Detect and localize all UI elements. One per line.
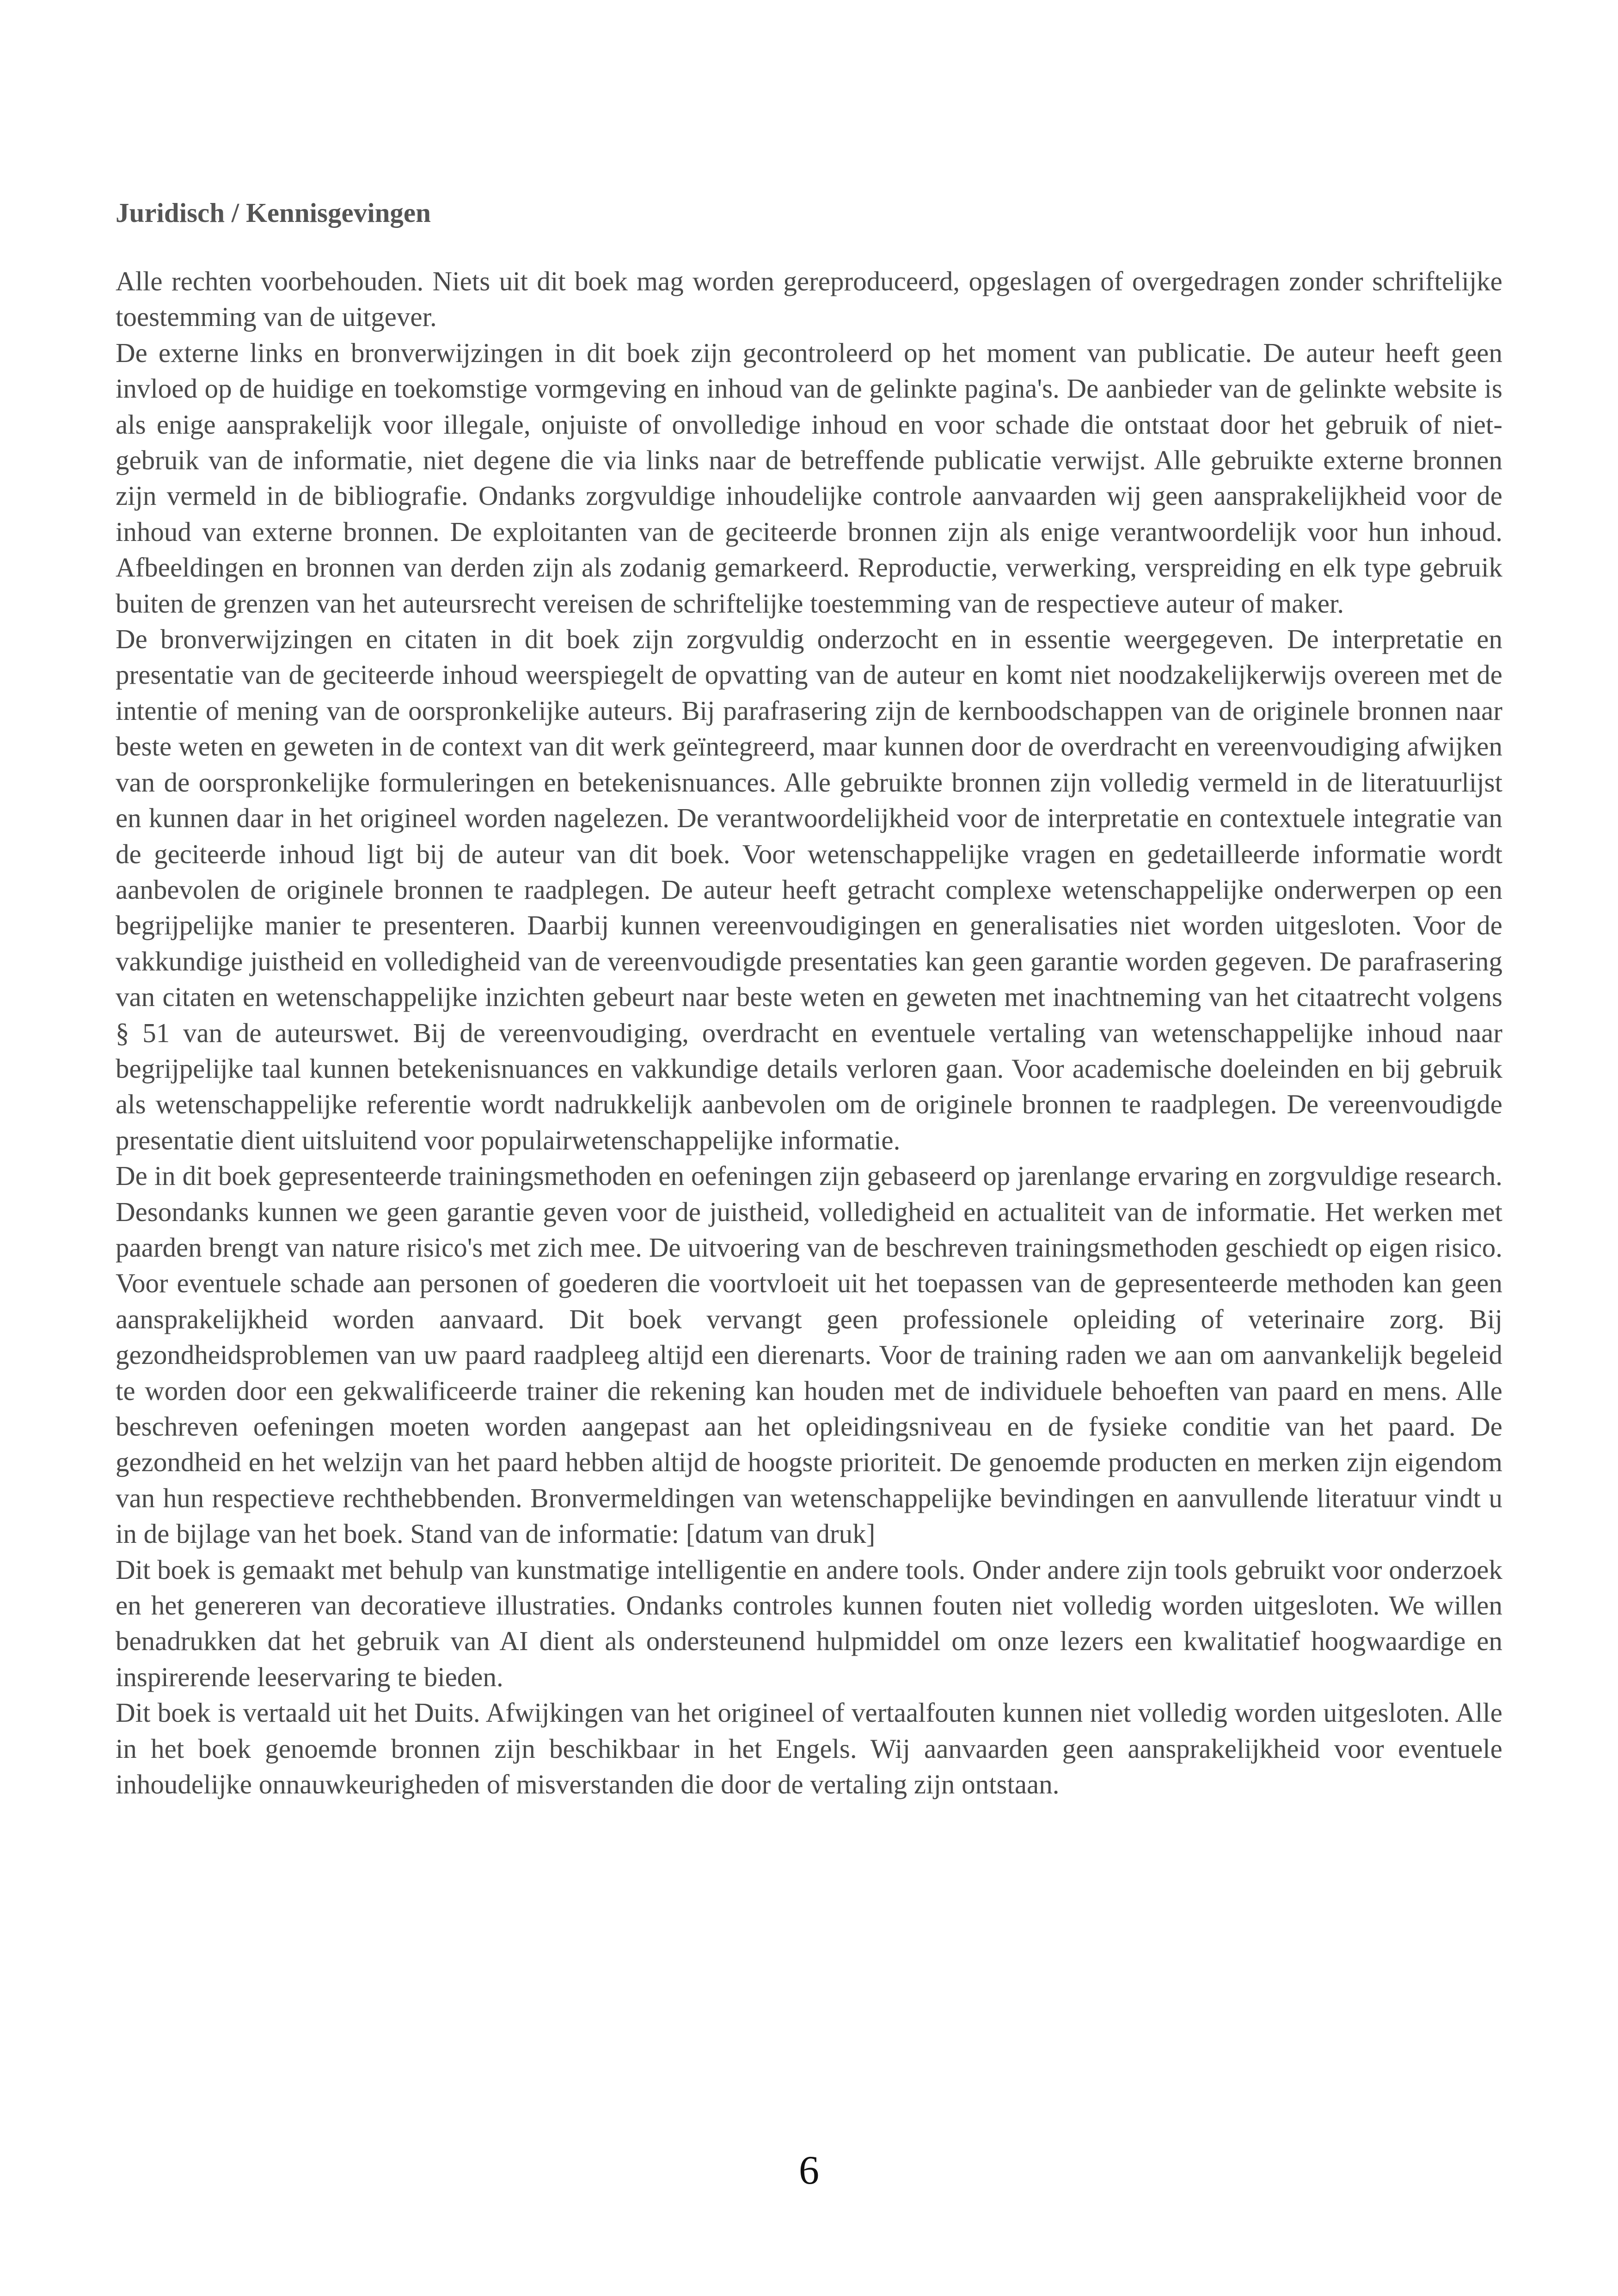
paragraph-translation-notice: Dit boek is vertaald uit het Duits. Afwijkingen van het origineel of vertaalfouten kunnen niet volledig worden uitgesloten. Alle in het boek genoemde bronnen zijn beschikbaar in het Engels. Wij aanvaarden geen aansprakelijkheid voor eventuele inhoudelijke onnauwkeurigheden of misverstanden die door de vertaling zijn ontstaan. (116, 1697, 1502, 1800)
section-heading: Juridisch / Kennisgevingen (116, 197, 431, 228)
paragraph-training-disclaimer: De in dit boek gepresenteerde trainingsmethoden en oefeningen zijn gebaseerd op jarenlange ervaring en zorgvuldige research. Desondanks kunnen we geen garantie geven voor de juistheid, volledigheid en actualiteit van de informatie. Het werken met paarden brengt van nature risico's met zich mee. De uitvoering van de beschreven trainingsmethoden geschiedt op eigen risico. Voor eventuele schade aan personen of goederen die voortvloeit uit het toepassen van de gepresenteerde methoden kan geen aansprakelijkheid worden aanvaard. Dit boek vervangt geen professionele opleiding of veterinaire zorg. Bij gezondheidsproblemen van uw paard raadpleeg altijd een dierenarts. Voor de training raden we aan om aanvankelijk begeleid te worden door een gekwalificeerde trainer die rekening kan houden met de individuele behoeften van paard en mens. Alle beschreven oefeningen moeten worden aangepast aan het opleidingsniveau en de fysieke conditie van het paard. De gezondheid en het welzijn van het paard hebben altijd de hoogste prioriteit. De genoemde producten en merken zijn eigendom van hun respectieve rechthebbenden. Bronvermeldingen van wetenschappelijke bevindingen en aanvullende literatuur vindt u in de bijlage van het boek. Stand van de informatie: [datum van druk] (116, 1160, 1502, 1549)
paragraph-ai-notice: Dit boek is gemaakt met behulp van kunstmatige intelligentie en andere tools. Onder andere zijn tools gebruikt voor onderzoek en het genereren van decoratieve illustraties. Ondanks controles kunnen fouten niet volledig worden uitgesloten. We willen benadrukken dat het gebruik van AI dient als ondersteunend hulpmiddel om onze lezers een kwalitatief hoogwaardige en inspirerende leeservaring te bieden. (116, 1554, 1502, 1692)
paragraph-external-links: De externe links en bronverwijzingen in dit boek zijn gecontroleerd op het moment van publicatie. De auteur heeft geen invloed op de huidige en toekomstige vormgeving en inhoud van de gelinkte pagina's. De aanbieder van de gelinkte website is als enige aansprakelijk voor illegale, onjuiste of onvolledige inhoud en voor schade die ontstaat door het gebruik of niet-gebruik van de informatie, niet degene die via links naar de betreffende publicatie verwijst. Alle gebruikte externe bronnen zijn vermeld in de bibliografie. Ondanks zorgvuldige inhoudelijke controle aanvaarden wij geen aansprakelijkheid voor de inhoud van externe bronnen. De exploitanten van de geciteerde bronnen zijn als enige verantwoordelijk voor hun inhoud. Afbeeldingen en bronnen van derden zijn als zodanig gemarkeerd. Reproductie, verwerking, verspreiding en elk type gebruik buiten de grenzen van het auteursrecht vereisen de schriftelijke toestemming van de respectieve auteur of maker. (116, 337, 1502, 619)
page-content (116, 194, 1502, 1802)
paragraph-citations: De bronverwijzingen en citaten in dit boek zijn zorgvuldig onderzocht en in essentie weergegeven. De interpretatie en presentatie van de geciteerde inhoud weerspiegelt de opvatting van de auteur en komt niet noodzakelijkerwijs overeen met de intentie of mening van de oorspronkelijke auteurs. Bij parafrasering zijn de kernboodschappen van de originele bronnen naar beste weten en geweten in de context van dit werk geïntegreerd, maar kunnen door de overdracht en vereenvoudiging afwijken van de oorspronkelijke formuleringen en betekenisnuances. Alle gebruikte bronnen zijn volledig vermeld in de literatuurlijst en kunnen daar in het origineel worden nagelezen. De verantwoordelijkheid voor de interpretatie en contextuele integratie van de geciteerde inhoud ligt bij de auteur van dit boek. Voor wetenschappelijke vragen en gedetailleerde informatie wordt aanbevolen de originele bronnen te raadplegen. De auteur heeft getracht complexe wetenschappelijke onderwerpen op een begrijpelijke manier te presenteren. Daarbij kunnen vereenvoudigingen en generalisaties niet worden uitgesloten. Voor de vakkundige juistheid en volledigheid van de vereenvoudigde presentaties kan geen garantie worden gegeven. De parafrasering van citaten en wetenschappelijke inzichten gebeurt naar beste weten en geweten met inachtneming van het citaatrecht volgens § 51 van de auteurswet. Bij de vereenvoudiging, overdracht en eventuele vertaling van wetenschappelijke inhoud naar begrijpelijke taal kunnen betekenisnuances en vakkundige details verloren gaan. Voor academische doeleinden en bij gebruik als wetenschappelijke referentie wordt nadrukkelijk aanbevolen om de originele bronnen te raadplegen. De vereenvoudigde presentatie dient uitsluitend voor populairwetenschappelijke informatie. (116, 624, 1502, 1155)
page-number: 6 (799, 2148, 819, 2193)
paragraph-copyright: Alle rechten voorbehouden. Niets uit dit boek mag worden gereproduceerd, opgeslagen of overgedragen zonder schriftelijke toestemming van de uitgever. (116, 266, 1502, 332)
